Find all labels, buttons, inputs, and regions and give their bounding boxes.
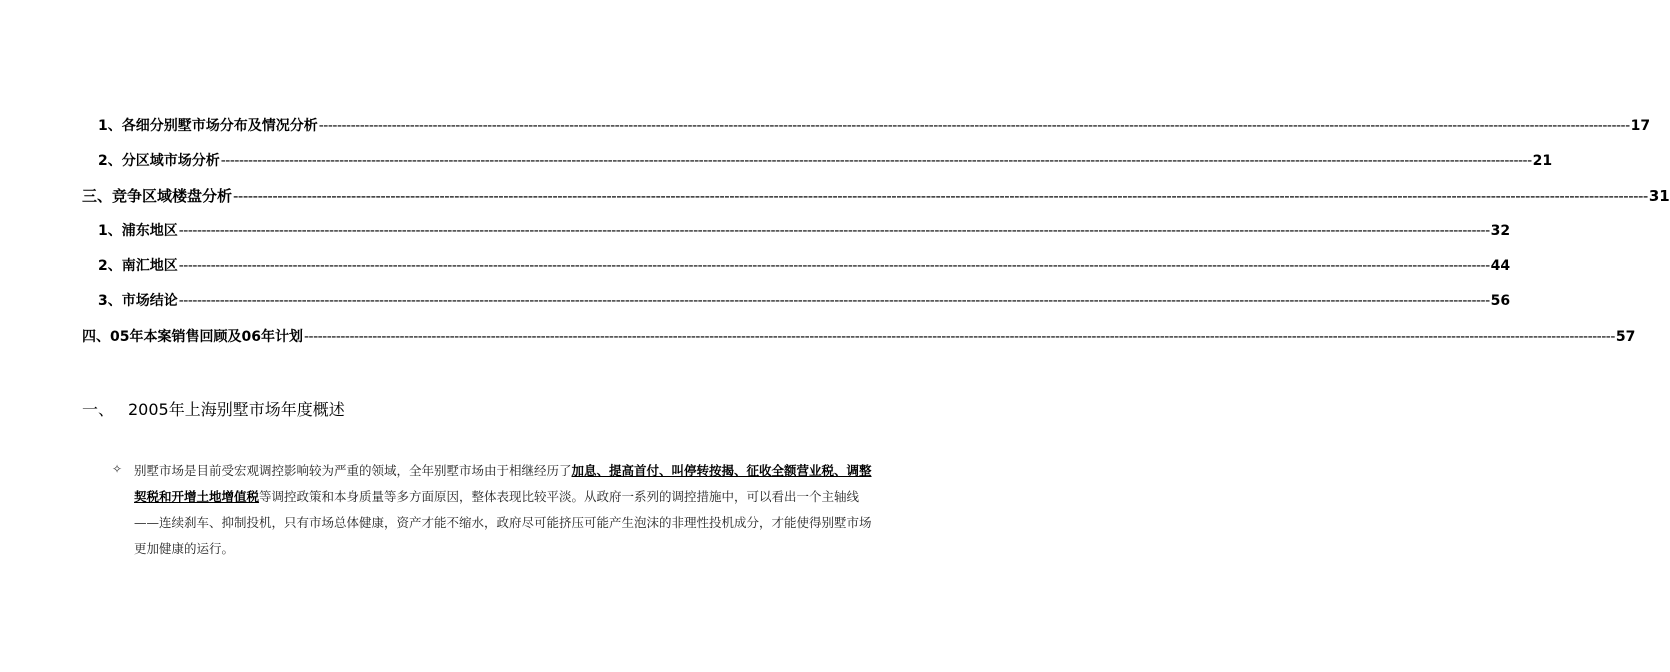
- section-number: 一、: [82, 400, 115, 419]
- toc-page-number: 21: [1532, 153, 1553, 169]
- toc-entry[interactable]: [98, 220, 1511, 242]
- toc-entry-label: 3、市场结论: [98, 293, 178, 309]
- toc-entry[interactable]: [98, 115, 1651, 137]
- toc-page-number: 17: [1630, 118, 1651, 134]
- paragraph-text-end: 等调控政策和本身质量等多方面原因，整体表现比较平淡。从政府一系列的调控措施中，可以看出一个主轴线——连续刹车、抑制投机，只有市场总体健康，资产才能不缩水，政府尽可能挤压可能产生泡沫的非理性投机成分，才能使得别墅市场更加健康的运行。: [134, 489, 872, 556]
- toc-page-number: 56: [1490, 293, 1511, 309]
- toc-page-number: 57: [1615, 329, 1636, 345]
- toc-leader: ------------------------------------------------------------------------------------------------------------------------------------------------------------------------------------------------------------------------------------------------------------------------------------------------: [233, 187, 1648, 205]
- toc-entry-label: 三、竞争区域楼盘分析: [82, 187, 233, 205]
- toc-entry-label: 四、05年本案销售回顾及06年计划: [82, 329, 303, 345]
- toc-entry-label: 1、各细分别墅市场分布及情况分析: [98, 118, 318, 134]
- toc-entry[interactable]: [98, 255, 1511, 277]
- toc-leader: ------------------------------------------------------------------------------------------------------------------------------------------------------------------------------------------------------------------------------------------------------------------------------------------------: [220, 153, 1532, 169]
- toc-leader: ------------------------------------------------------------------------------------------------------------------------------------------------------------------------------------------------------------------------------------------------------------------------------------------------: [178, 293, 1490, 309]
- toc-leader: ------------------------------------------------------------------------------------------------------------------------------------------------------------------------------------------------------------------------------------------------------------------------------------------------: [318, 118, 1630, 134]
- toc-leader: ------------------------------------------------------------------------------------------------------------------------------------------------------------------------------------------------------------------------------------------------------------------------------------------------: [178, 258, 1490, 274]
- section-title: 2005年上海别墅市场年度概述: [128, 400, 345, 419]
- toc-leader: ------------------------------------------------------------------------------------------------------------------------------------------------------------------------------------------------------------------------------------------------------------------------------------------------: [303, 329, 1615, 345]
- policy-list-emphasis: 加息、提高首付、叫停转按揭、征收全额营业税、调整契税和开增土地增值税: [134, 463, 872, 504]
- toc-leader: ------------------------------------------------------------------------------------------------------------------------------------------------------------------------------------------------------------------------------------------------------------------------------------------------: [178, 223, 1490, 239]
- toc-entry-label: 2、分区域市场分析: [98, 153, 220, 169]
- diamond-bullet-icon: ✧: [112, 462, 123, 476]
- body-paragraph: [134, 458, 874, 562]
- paragraph-text-start: 别墅市场是目前受宏观调控影响较为严重的领域，全年别墅市场由于相继经历了: [134, 463, 572, 478]
- toc-entry[interactable]: [98, 290, 1511, 312]
- toc-entry-label: 1、浦东地区: [98, 223, 178, 239]
- toc-page-number: 31: [1648, 187, 1670, 205]
- section-heading: [82, 397, 345, 420]
- toc-entry[interactable]: [98, 150, 1553, 172]
- toc-page-number: 32: [1490, 223, 1511, 239]
- toc-entry-label: 2、南汇地区: [98, 258, 178, 274]
- toc-entry[interactable]: [82, 185, 1670, 207]
- toc-entry[interactable]: [82, 326, 1636, 348]
- toc-page-number: 44: [1490, 258, 1511, 274]
